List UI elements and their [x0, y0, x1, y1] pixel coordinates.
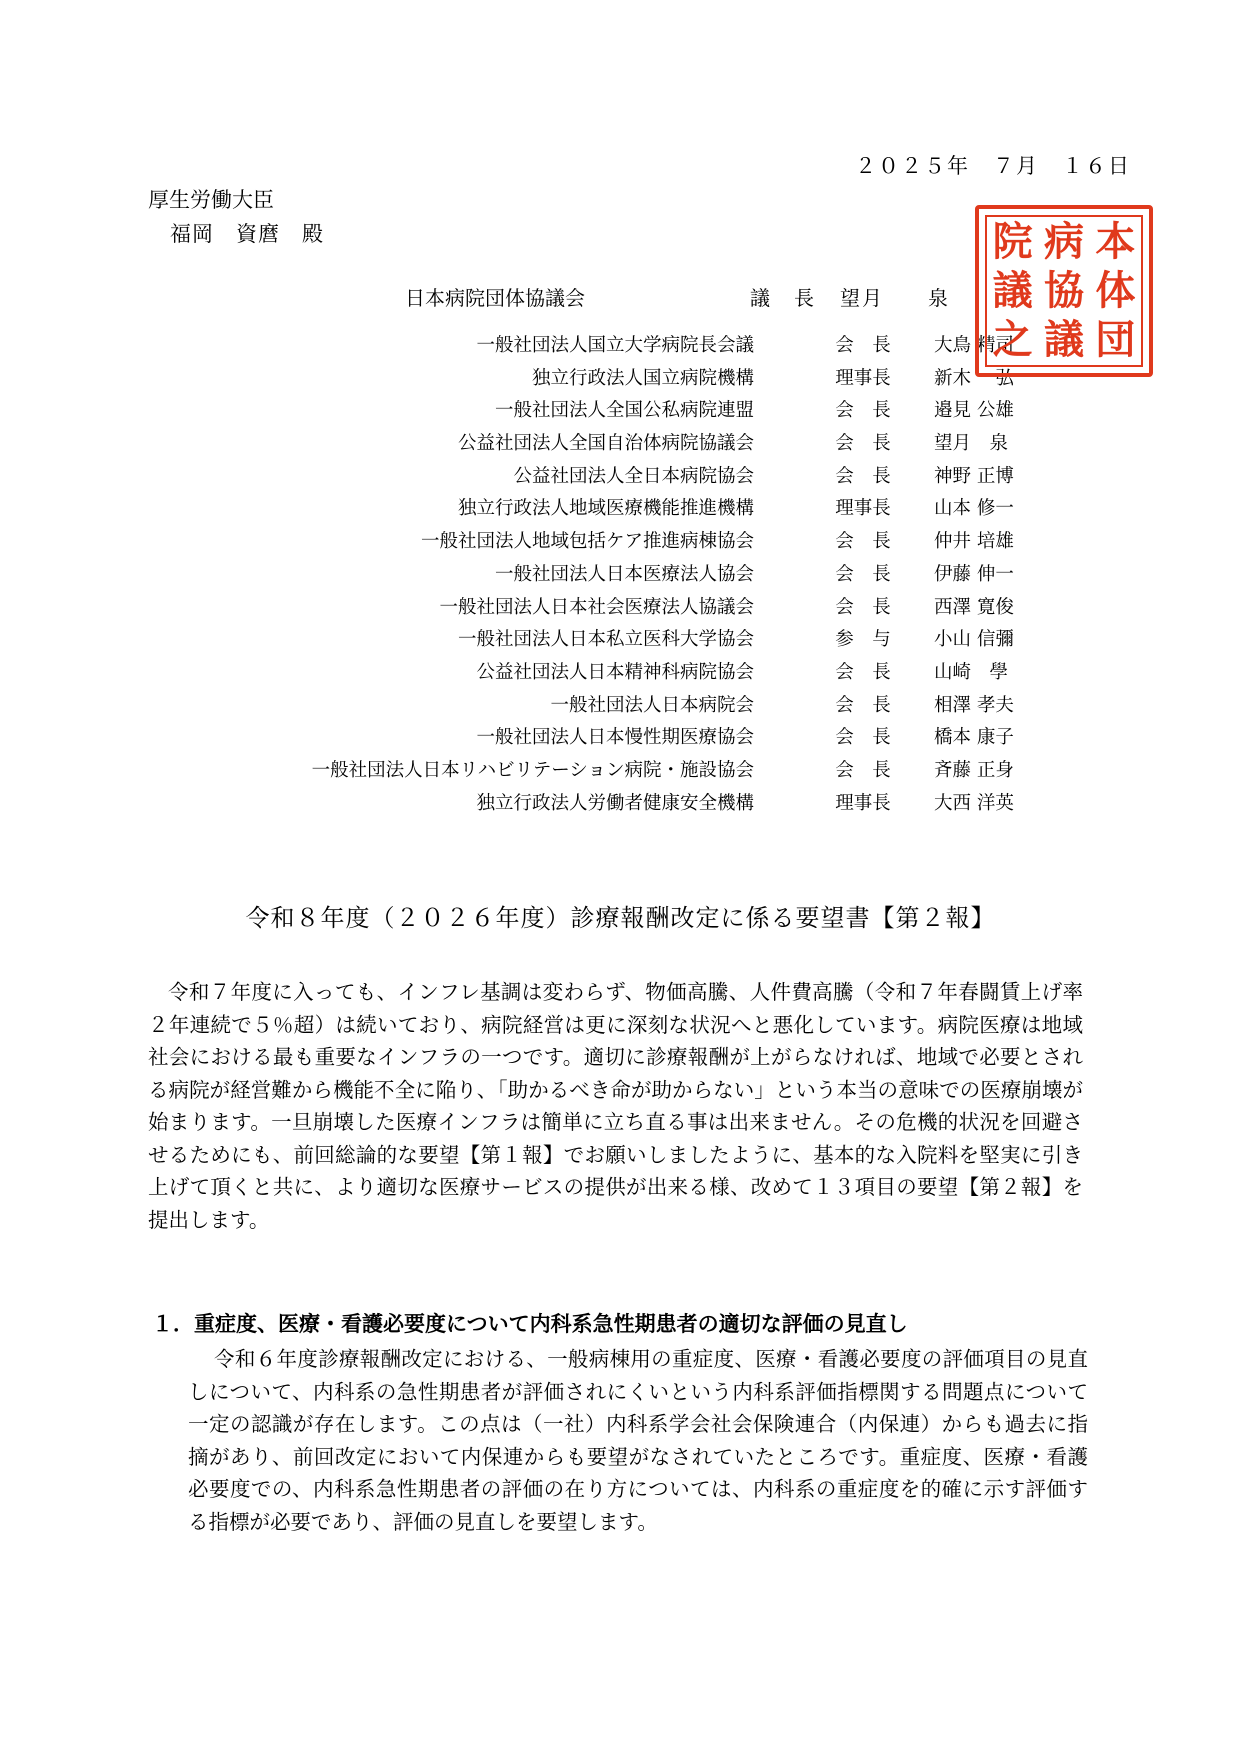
seal-char: 協: [1043, 266, 1084, 314]
seal-char: 体: [1095, 266, 1136, 314]
member-row: [0, 523, 1241, 556]
member-name: 神野 正博: [934, 465, 1014, 487]
member-org: 一般社団法人日本慢性期医療協会: [476, 727, 754, 749]
member-name: 仲井 培雄: [934, 531, 1014, 553]
member-org: 独立行政法人国立病院機構: [531, 367, 754, 389]
member-row: [0, 392, 1241, 425]
member-name: 西澤 寛俊: [934, 596, 1014, 618]
member-row: [0, 458, 1241, 491]
section-1-heading: １．重症度、医療・看護必要度について内科系急性期患者の適切な評価の見直し: [152, 1311, 908, 1336]
member-role: 理事長: [835, 792, 891, 814]
member-name: 山崎 學: [934, 661, 1009, 683]
member-role: 参 与: [835, 629, 891, 651]
member-org: 一般社団法人日本私立医科大学協会: [457, 629, 754, 651]
sender-role: 議 長: [750, 286, 816, 310]
member-row: [0, 490, 1241, 523]
member-role: 会 長: [835, 694, 891, 716]
member-row: [0, 621, 1241, 654]
seal-char: 之: [992, 316, 1033, 364]
intro-paragraph: 令和７年度に入っても、インフレ基調は変わらず、物価高騰、人件費高騰（令和７年春闘賃上げ率２年連続で５％超）は続いており、病院経営は更に深刻な状況へと悪化しています。病院医療は地域社会における最も重要なインフラの一つです。適切に診療報酬が上がらなければ、地域で必要とされる病院が経営難から機能不全に陥り、「助かるべき命が助からない」という本当の意味での医療崩壊が始まります。一旦崩壊した医療インフラは簡単に立ち直る事は出来ません。その危機的状況を回避させるためにも、前回総論的な要望【第１報】でお願いしましたように、基本的な入院料を堅実に引き上げて頂くと共に、より適切な医療サービスの提供が出来る様、改めて１３項目の要望【第２報】を提出します。: [148, 980, 1083, 1232]
member-role: 会 長: [835, 661, 891, 683]
seal-character-grid: [985, 215, 1143, 367]
section-1-body: 令和６年度診療報酬改定における、一般病棟用の重症度、医療・看護必要度の評価項目の見直しについて、内科系の急性期患者が評価されにくいという内科系評価指標関する問題点について一定の認識が存在します。この点は（一社）内科系学会社会保険連合（内保連）からも過去に指摘があり、前回改定において内保連からも要望がなされていたところです。重症度、医療・看護必要度での、内科系急性期患者の評価の在り方については、内科系の重症度を的確に示す評価する指標が必要であり、評価の見直しを要望します。: [188, 1347, 1088, 1534]
member-role: 会 長: [835, 563, 891, 585]
member-row: [0, 589, 1241, 622]
member-org: 一般社団法人地域包括ケア推進病棟協会: [420, 531, 754, 553]
member-name: 斉藤 正身: [934, 759, 1014, 781]
member-name: 小山 信彌: [934, 629, 1014, 651]
addressee-title: 厚生労働大臣: [148, 188, 274, 212]
document-title: 令和８年度（２０２６年度）診療報酬改定に係る要望書【第２報】: [245, 904, 996, 932]
member-org: 独立行政法人地域医療機能推進機構: [457, 498, 754, 520]
member-role: 会 長: [835, 531, 891, 553]
member-role: 会 長: [835, 465, 891, 487]
member-role: 会 長: [835, 433, 891, 455]
document-date: ２０２５年 ７月 １６日: [855, 154, 1131, 178]
member-row: [0, 719, 1241, 752]
member-row: [0, 654, 1241, 687]
sender-org: 日本病院団体協議会: [405, 286, 585, 310]
member-org: 一般社団法人日本リハビリテーション病院・施設協会: [311, 759, 754, 781]
member-role: 理事長: [835, 367, 891, 389]
member-list: [0, 327, 1241, 817]
member-org: 公益社団法人全日本病院協会: [513, 465, 754, 487]
member-row: [0, 752, 1241, 785]
member-name: 大鳥 精司: [934, 335, 1014, 356]
member-name: 山本 修一: [934, 498, 1014, 520]
member-role: 会 長: [835, 596, 891, 618]
member-name: 邉見 公雄: [934, 400, 1014, 422]
official-seal-stamp: [975, 205, 1153, 377]
seal-char: 病: [1043, 217, 1084, 265]
member-role: 会 長: [835, 400, 891, 422]
seal-char: 院: [992, 217, 1033, 265]
member-name: 橋本 康子: [934, 727, 1014, 749]
seal-char: 議: [992, 266, 1033, 314]
member-role: 会 長: [835, 335, 891, 356]
member-role: 会 長: [835, 727, 891, 749]
addressee-name: 福岡 資麿 殿: [170, 222, 324, 246]
member-name: 望月 泉: [934, 433, 1009, 455]
member-row: [0, 425, 1241, 458]
seal-char: 団: [1095, 316, 1136, 364]
member-name: 相澤 孝夫: [934, 694, 1014, 716]
member-row: [0, 556, 1241, 589]
member-org: 一般社団法人日本病院会: [550, 694, 754, 716]
member-org: 一般社団法人日本医療法人協会: [494, 563, 754, 585]
member-org: 独立行政法人労働者健康安全機構: [476, 792, 754, 814]
member-org: 公益社団法人全国自治体病院協議会: [457, 433, 754, 455]
member-org: 一般社団法人全国公私病院連盟: [494, 400, 754, 422]
seal-char: 本: [1095, 217, 1136, 265]
member-role: 理事長: [835, 498, 891, 520]
member-row: [0, 687, 1241, 720]
member-row: [0, 785, 1241, 818]
member-role: 会 長: [835, 759, 891, 781]
member-org: 一般社団法人日本社会医療法人協議会: [439, 596, 754, 618]
member-name: 大西 洋英: [934, 792, 1014, 814]
member-org: 一般社団法人国立大学病院長会議: [476, 335, 754, 356]
member-org: 公益社団法人日本精神科病院協会: [476, 661, 754, 683]
seal-char: 議: [1043, 316, 1084, 364]
sender-name: 望月 泉: [840, 286, 950, 310]
member-name: 新木 一弘: [934, 367, 1014, 389]
member-name: 伊藤 伸一: [934, 563, 1014, 585]
